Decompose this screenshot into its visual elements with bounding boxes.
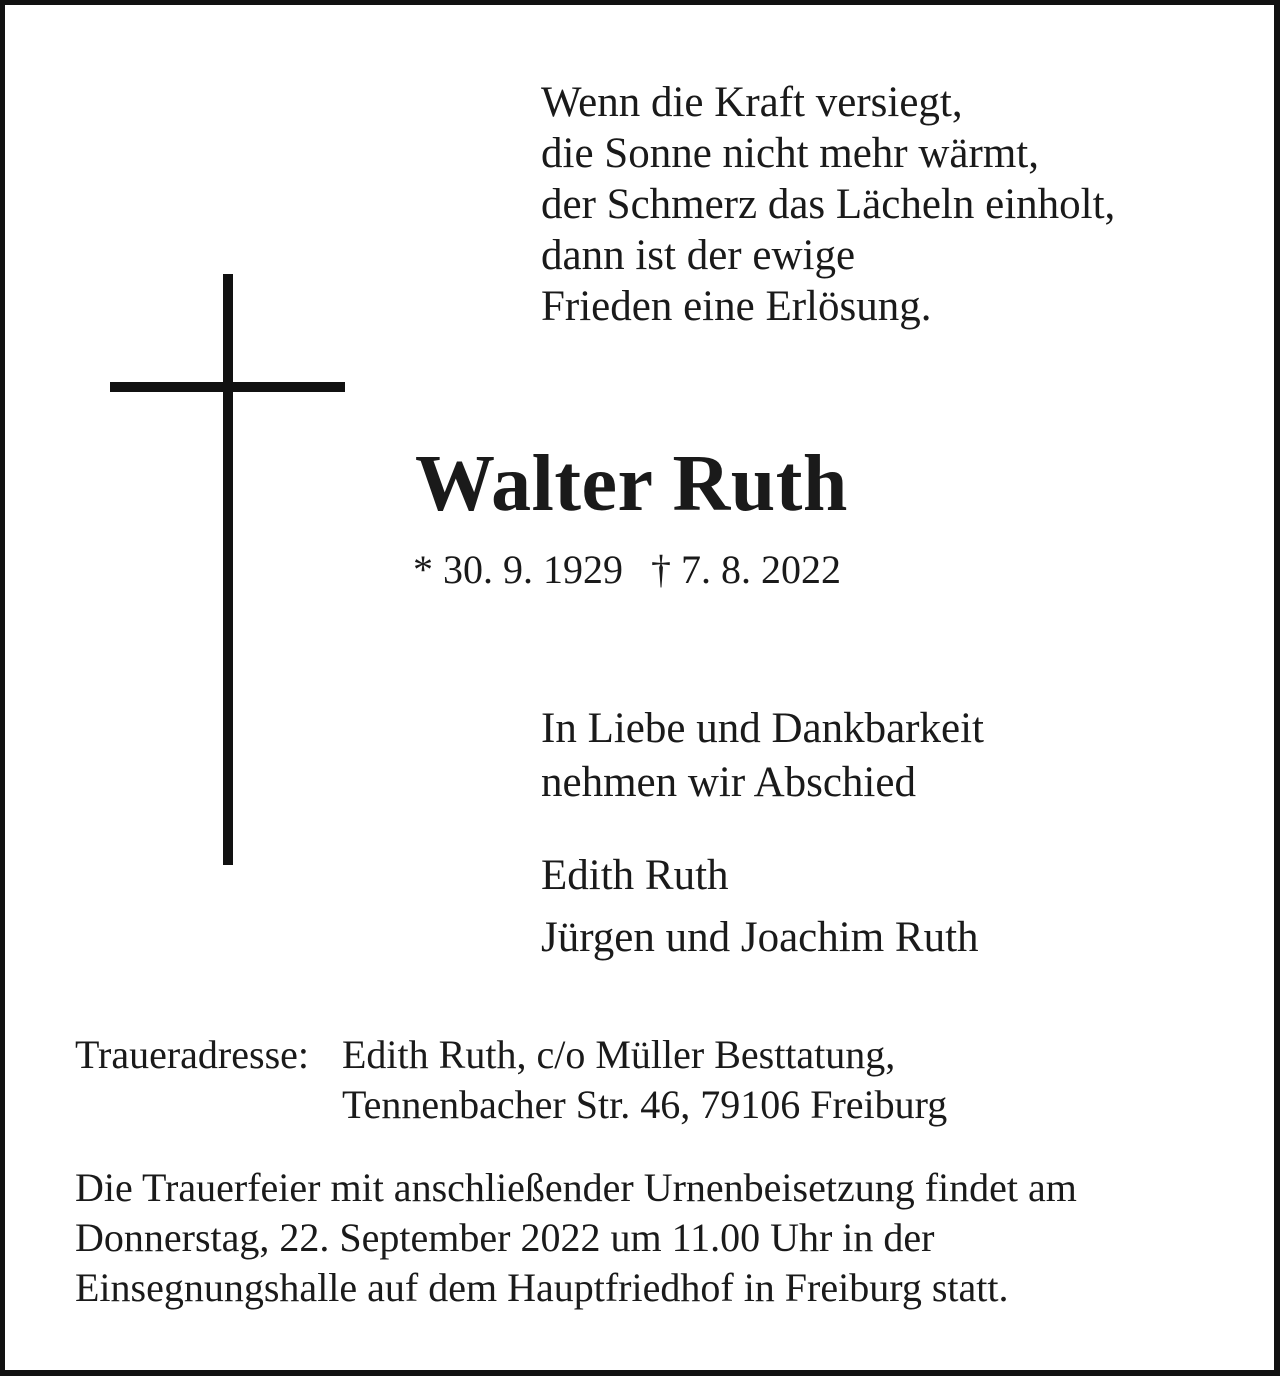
ceremony-info	[75, 1163, 1077, 1313]
poem-line: die Sonne nicht mehr wärmt,	[541, 130, 1039, 177]
address-label: Traueradresse:	[75, 1032, 310, 1077]
address-line-1: Edith Ruth, c/o Müller Besttatung,	[342, 1032, 896, 1077]
poem-line: Frieden eine Erlösung.	[541, 283, 932, 330]
farewell-line: In Liebe und Dankbarkeit	[541, 705, 984, 752]
poem-line: dann ist der ewige	[541, 232, 856, 279]
death-date: † 7. 8. 2022	[651, 547, 841, 592]
cross-vertical-bar	[223, 274, 233, 865]
mourning-address	[75, 1030, 947, 1130]
ceremony-line: Donnerstag, 22. September 2022 um 11.00 Uhr in der	[75, 1215, 935, 1260]
poem-line: der Schmerz das Lächeln einholt,	[541, 181, 1116, 228]
address-row	[75, 1030, 947, 1080]
address-row	[75, 1080, 947, 1130]
farewell-line: nehmen wir Abschied	[541, 759, 916, 806]
mourners-list	[541, 845, 979, 969]
mourner-name: Jürgen und Joachim Ruth	[541, 914, 979, 961]
deceased-name: Walter Ruth	[415, 440, 848, 528]
address-line-2: Tennenbacher Str. 46, 79106 Freiburg	[342, 1082, 948, 1127]
birth-date: * 30. 9. 1929	[413, 547, 623, 592]
cross-horizontal-bar	[110, 382, 345, 392]
life-dates	[413, 546, 841, 594]
poem	[541, 77, 1115, 332]
farewell-text	[541, 702, 984, 810]
poem-line: Wenn die Kraft versiegt,	[541, 79, 963, 126]
ceremony-line: Einsegnungshalle auf dem Hauptfriedhof in Freiburg statt.	[75, 1265, 1009, 1310]
ceremony-line: Die Trauerfeier mit anschließender Urnenbeisetzung findet am	[75, 1165, 1077, 1210]
mourner-name: Edith Ruth	[541, 852, 729, 899]
